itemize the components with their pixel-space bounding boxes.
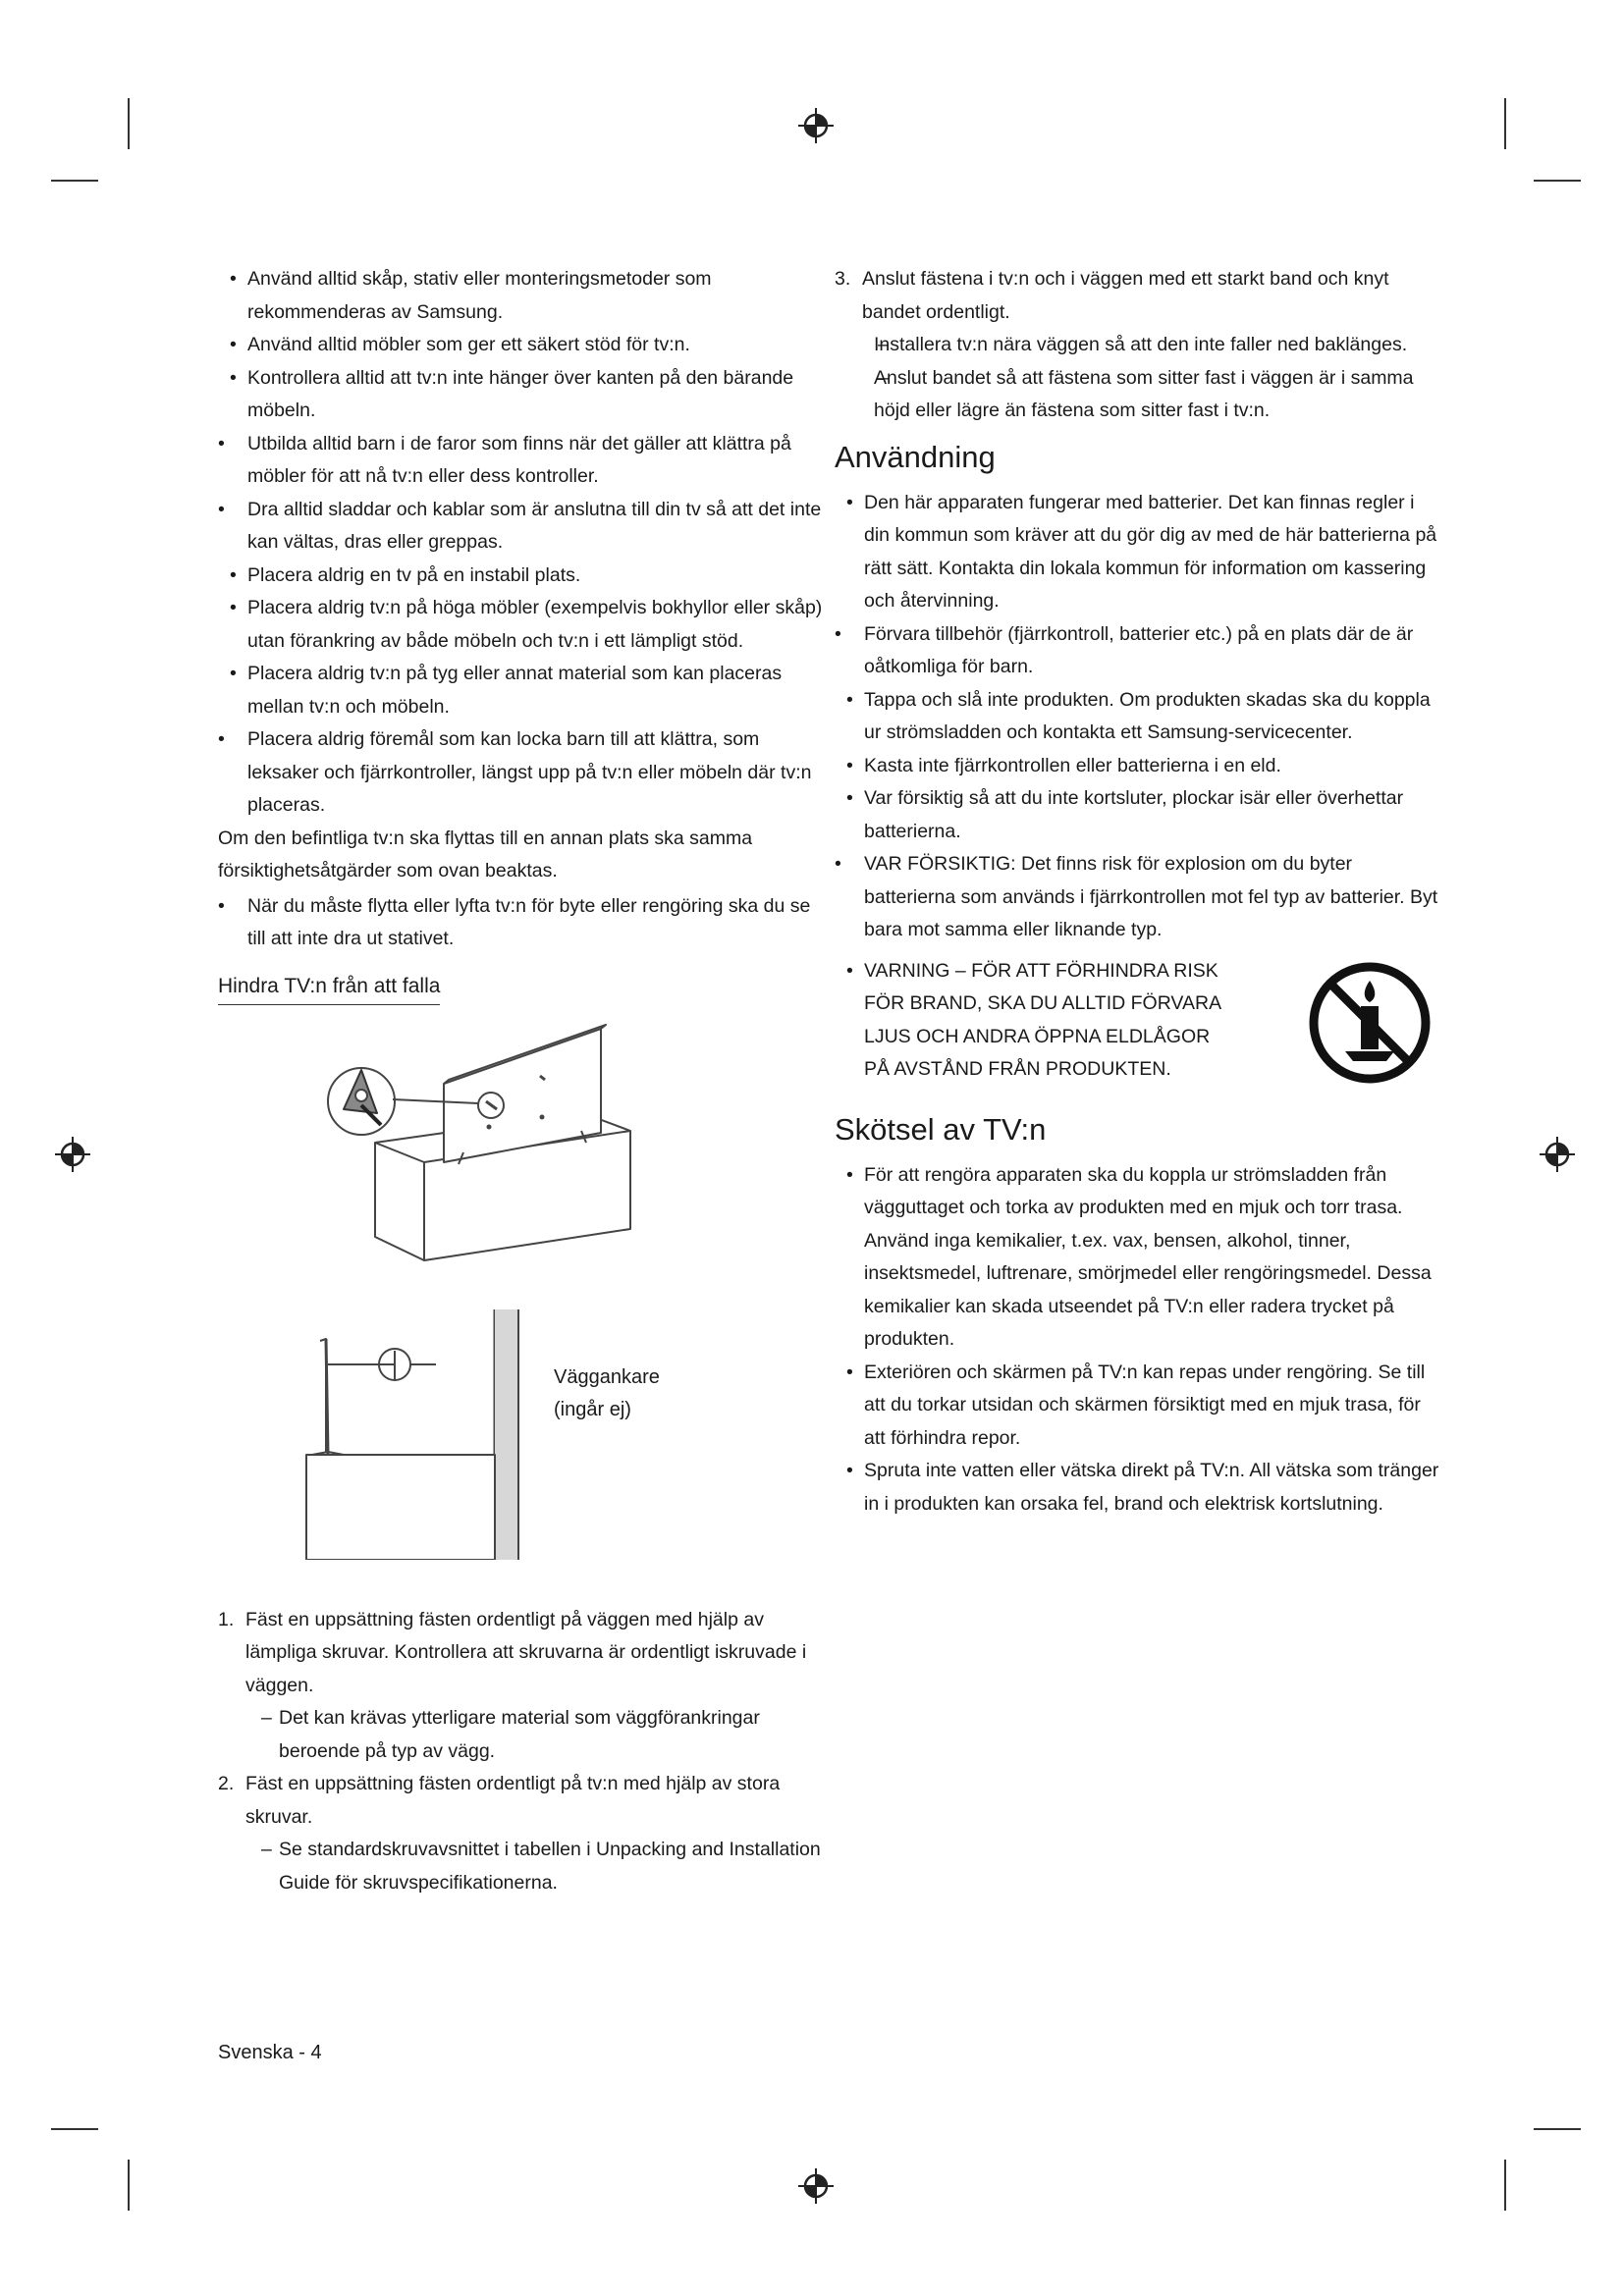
list-item: • Var försiktig så att du inte kortsluter, plockar isär eller överhettar batterierna.: [835, 782, 1443, 848]
list-item: • Placera aldrig tv:n på höga möbler (exempelvis bokhyllor eller skåp) utan förankring av både möbeln och tv:n i ett lämpligt stöd.: [218, 592, 827, 658]
crop-mark: [51, 180, 98, 182]
crop-mark: [51, 2128, 98, 2130]
list-item: • Dra alltid sladdar och kablar som är anslutna till din tv så att det inte kan vältas, dras eller greppas.: [218, 494, 827, 560]
section-heading-care: Skötsel av TV:n: [835, 1111, 1047, 1147]
registration-mark-icon: [1538, 1135, 1577, 1174]
no-open-flame-icon: [1306, 959, 1434, 1087]
list-item: • Använd alltid skåp, stativ eller monteringsmetoder som rekommenderas av Samsung.: [218, 263, 827, 329]
anchor-note: (ingår ej): [554, 1398, 631, 1420]
list-item: • Spruta inte vatten eller vätska direkt på TV:n. All vätska som tränger in i produkten kan orsaka fel, brand och elektrisk kortslutning.: [835, 1455, 1443, 1521]
list-item: • Utbilda alltid barn i de faror som finns när det gäller att klättra på möbler för att nå tv:n eller dess kontroller.: [218, 428, 827, 494]
registration-mark-icon: [53, 1135, 92, 1174]
crop-mark: [1504, 2160, 1506, 2211]
list-item: • För att rengöra apparaten ska du koppla ur strömsladden från vägguttaget och torka av produkten med en mjuk och torr trasa. Använd inga kemikalier, t.ex. vax, bensen, alkohol, tinner, insektsmedel, luftrenare, smörjmedel eller rengöringsmedel. Dessa kemikalier kan skada utseendet på TV:n eller radera trycket på produkten.: [835, 1159, 1443, 1357]
list-item: • Kontrollera alltid att tv:n inte hänger över kanten på den bärande möbeln.: [218, 362, 827, 428]
list-item: • Placera aldrig föremål som kan locka barn till att klättra, som leksaker och fjärrkontroller, längst upp på tv:n eller möbeln där tv:n placeras.: [218, 723, 827, 823]
step-subnote: – Det kan krävas ytterligare material som väggförankringar beroende på typ av vägg.: [218, 1702, 827, 1768]
registration-mark-icon: [796, 2166, 836, 2206]
note-paragraph: Om den befintliga tv:n ska flyttas till en annan plats ska samma försiktighetsåtgärder som ovan beaktas.: [218, 827, 753, 881]
fire-warning-text: • VARNING – FÖR ATT FÖRHINDRA RISK FÖR BRAND, SKA DU ALLTID FÖRVARA LJUS OCH ANDRA ÖPPNA ELDLÅGOR PÅ AVSTÅND FRÅN PRODUKTEN.: [835, 955, 1237, 1087]
step-subnote: – Se standardskruvavsnittet i tabellen i Unpacking and Installation Guide för skruvspecifikationerna.: [218, 1834, 827, 1899]
step-subnote: – Anslut bandet så att fästena som sitter fast i väggen är i samma höjd eller lägre än fästena som sitter fast i tv:n.: [835, 362, 1443, 428]
list-item: • Använd alltid möbler som ger ett säkert stöd för tv:n.: [218, 329, 827, 362]
page-footer: Svenska - 4: [218, 2042, 322, 2063]
step-item: 3. Anslut fästena i tv:n och i väggen med ett starkt band och knyt bandet ordentligt.: [835, 268, 1389, 323]
section-subheading: Hindra TV:n från att falla: [218, 970, 440, 1005]
fire-warning-block: [835, 955, 1443, 1087]
left-column: [218, 263, 827, 1899]
crop-mark: [128, 98, 130, 149]
crop-mark: [1534, 2128, 1581, 2130]
right-column: [835, 263, 1443, 1521]
list-item: • Placera aldrig tv:n på tyg eller annat material som kan placeras mellan tv:n och möbeln.: [218, 658, 827, 723]
list-item: • Kasta inte fjärrkontrollen eller batterierna i en eld.: [835, 750, 1443, 783]
step-item: 2. Fäst en uppsättning fästen ordentligt på tv:n med hjälp av stora skruvar.: [218, 1773, 781, 1828]
tv-anchor-illustration: [218, 1015, 827, 1560]
list-item: • Den här apparaten fungerar med batterier. Det kan finnas regler i din kommun som kräver att du gör dig av med de här batterierna på rätt sätt. Kontakta din lokala kommun för information om kassering och återvinning.: [835, 487, 1443, 618]
list-item: • Tappa och slå inte produkten. Om produkten skadas ska du koppla ur strömsladden och kontakta ett Samsung-servicecenter.: [835, 684, 1443, 750]
list-item: • Förvara tillbehör (fjärrkontroll, batterier etc.) på en plats där de är oåtkomliga för barn.: [835, 618, 1443, 684]
section-heading-usage: Användning: [835, 439, 996, 474]
list-item: • Exteriören och skärmen på TV:n kan repas under rengöring. Se till att du torkar utsidan och skärmen försiktigt med en mjuk trasa, för att förhindra repor.: [835, 1357, 1443, 1456]
crop-mark: [1504, 98, 1506, 149]
crop-mark: [1534, 180, 1581, 182]
crop-mark: [128, 2160, 130, 2211]
list-item: • När du måste flytta eller lyfta tv:n för byte eller rengöring ska du se till att inte dra ut stativet.: [218, 890, 827, 956]
step-subnote: – Installera tv:n nära väggen så att den inte faller ned baklänges.: [835, 329, 1443, 362]
list-item: • VAR FÖRSIKTIG: Det finns risk för explosion om du byter batterierna som används i fjärrkontrollen mot fel typ av batterier. Byt bara mot samma eller liknande typ.: [835, 848, 1443, 947]
step-item: 1. Fäst en uppsättning fästen ordentligt på väggen med hjälp av lämpliga skruvar. Kontrollera att skruvarna är ordentligt iskruvade i väggen.: [218, 1608, 807, 1696]
anchor-label: Väggankare: [554, 1365, 660, 1388]
registration-mark-icon: [796, 106, 836, 145]
tv-on-stand-illustration: [218, 1015, 827, 1560]
list-item: • Placera aldrig en tv på en instabil plats.: [218, 560, 827, 593]
